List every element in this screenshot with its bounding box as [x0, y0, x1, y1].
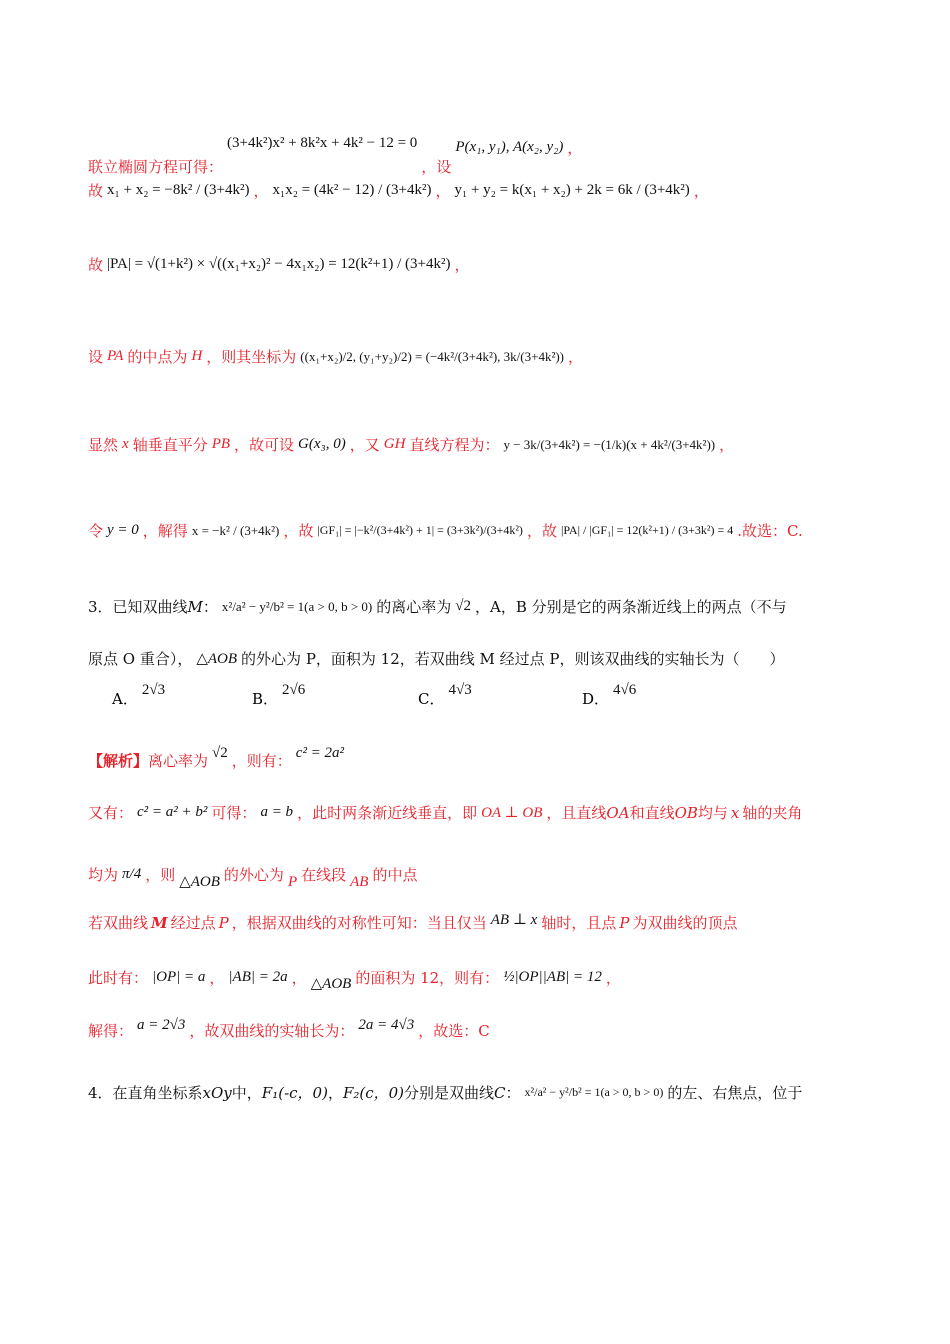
math-points: P(x₁, y₁), A(x₂, y₂): [455, 139, 564, 155]
choice-label: D．: [582, 690, 610, 708]
math-equation: y = 0: [107, 522, 139, 538]
choice-value: 4√3: [448, 682, 472, 698]
choice-a: [112, 682, 169, 709]
text-segment: ，: [454, 256, 470, 274]
math-point: F₁(-c，0): [261, 1084, 328, 1102]
math-var: M: [151, 913, 168, 932]
math-equation: a = 2√3: [137, 1017, 186, 1033]
text-segment: 经过点: [170, 914, 216, 932]
text-segment: 令: [88, 522, 104, 540]
math-equation: x = −k² / (3+4k²): [191, 522, 280, 538]
problem-text: 中，: [231, 1084, 262, 1102]
text-segment: ，: [209, 969, 225, 987]
text-segment: 和直线: [629, 804, 675, 822]
problem-text: 原点 O 重合），: [88, 650, 193, 668]
solution-line-1: [88, 118, 880, 177]
text-segment: 的中点为: [127, 348, 188, 366]
text-segment: ，设: [421, 158, 452, 176]
math-triangle: △AOB: [310, 976, 352, 992]
solution-line-2: [88, 180, 880, 201]
choice-label: B．: [252, 690, 279, 708]
text-segment: ，: [291, 969, 307, 987]
text-segment: ，: [568, 348, 584, 366]
text-segment: ，根据双曲线的对称性可知：当且仅当: [231, 914, 487, 932]
problem-text: 4．在直角坐标系: [88, 1084, 203, 1102]
math-equation: ½|OP||AB| = 12: [503, 969, 602, 985]
math-equation: c² = 2a²: [295, 745, 345, 761]
choice-value: 2√3: [141, 682, 166, 698]
choice-label: C．: [418, 690, 445, 708]
math-var: xOy: [202, 1083, 232, 1102]
text-segment: 显然: [88, 436, 119, 454]
math-equation: |AB| = 2a: [228, 969, 288, 985]
text-segment: 轴垂直平分: [132, 436, 208, 454]
math-equation: x₁x₂ = (4k² − 12) / (3+4k²): [272, 182, 432, 198]
math-point: G(x₃, 0): [298, 436, 346, 452]
solution-line-5: [88, 434, 880, 455]
problem3-line-1: [88, 596, 880, 617]
math-line-name: OA: [606, 803, 630, 822]
math-equation: y₁ + y₂ = k(x₁ + x₂) + 2k = 6k / (3+4k²): [454, 182, 690, 198]
text-segment: 为双曲线的顶点: [632, 914, 738, 932]
text-segment: ，: [435, 182, 451, 200]
math-var: x: [730, 803, 740, 822]
math-sqrt: √2: [455, 598, 472, 614]
text-segment: ，: [605, 969, 621, 987]
text-segment: ，解得: [142, 522, 188, 540]
text-segment: 设: [88, 348, 104, 366]
choice-c: [418, 682, 476, 709]
problem3-line-2: [88, 648, 880, 669]
math-var: C: [494, 1083, 506, 1102]
math-equation: 2a = 4√3: [358, 1017, 415, 1033]
text-segment: 的面积为 12，则有：: [355, 969, 500, 987]
problem-text: 的离心率为: [376, 598, 452, 616]
analysis-line-2: [88, 802, 880, 823]
math-equation: |GF₁| = |−k²/(3+4k²) + 1| = (3+3k²)/(3+4k²): [317, 523, 523, 537]
text-segment: 联立椭圆方程可得：: [88, 158, 224, 176]
math-segment-name: GH: [383, 436, 406, 452]
solution-line-3: [88, 254, 880, 275]
math-equation: |OP| = a: [152, 969, 206, 985]
problem-text: 的左、右焦点，位于: [667, 1084, 803, 1102]
analysis-line-5: [88, 962, 880, 993]
math-segment-name: PA: [107, 348, 124, 364]
math-equation: y − 3k/(3+4k²) = −(1/k)(x + 4k²/(3+4k²)): [503, 436, 716, 452]
math-equation: AB ⊥ x: [490, 912, 538, 928]
problem-text: 分别是双曲线: [404, 1084, 495, 1102]
math-point: F₂(c，0): [342, 1084, 405, 1102]
math-equation: x₁ + x₂ = −8k² / (3+4k²): [107, 182, 250, 198]
math-equation: OA ⊥ OB: [481, 805, 543, 821]
answer-text: ，故选：C: [418, 1022, 490, 1040]
problem-text: ：: [505, 1084, 521, 1102]
text-segment: 又有：: [88, 804, 134, 822]
choice-label: A．: [112, 690, 138, 708]
math-equation: ((x₁+x₂)/2, (y₁+y₂)/2) = (−4k²/(3+4k²), 3k/(3+4k²)): [300, 348, 565, 364]
analysis-line-3: [88, 858, 880, 891]
text-segment: ，又: [349, 436, 380, 454]
analysis-line-6: [88, 1017, 880, 1041]
problem-text: ，A，B 分别是它的两条渐近线上的两点（不与: [475, 598, 787, 616]
text-segment: ，且直线: [546, 804, 607, 822]
problem-text: 的外心为 P，面积为 12，若双曲线 M 经过点 P，则该双曲线的实轴长为（ ）: [241, 650, 785, 668]
text-segment: 直线方程为：: [409, 436, 500, 454]
math-triangle: △AOB: [196, 651, 238, 667]
text-segment: ，: [253, 182, 269, 200]
math-triangle: △AOB: [179, 874, 220, 890]
text-segment: ，故双曲线的实轴长为：: [189, 1022, 355, 1040]
math-equation: c² = a² + b²: [137, 804, 208, 820]
text-segment: ，: [693, 182, 709, 200]
analysis-heading: 【解析】: [88, 752, 149, 770]
math-point-name: P: [619, 913, 630, 932]
choice-value: 2√6: [282, 682, 306, 698]
text-segment: ，故: [283, 522, 314, 540]
problem-text: ，: [327, 1084, 343, 1102]
math-segment-name: AB: [350, 874, 369, 890]
math-point-name: H: [191, 348, 203, 364]
text-segment: 均为: [88, 866, 119, 884]
text-segment: ，则: [145, 866, 176, 884]
text-segment: 的中点: [372, 866, 418, 884]
math-equation: |PA| / |GF₁| = 12(k²+1) / (3+3k²) = 4: [560, 523, 734, 537]
analysis-line-1: [88, 745, 880, 771]
text-segment: 解得：: [88, 1022, 134, 1040]
text-segment: 轴的夹角: [742, 804, 803, 822]
math-equation: (3+4k²)x² + 8k²x + 4k² − 12 = 0: [227, 135, 418, 151]
text-segment: 离心率为: [148, 752, 209, 770]
math-point-name: P: [218, 913, 229, 932]
math-equation: |PA| = √(1+k²) × √((x₁+x₂)² − 4x₁x₂) = 12(k²+1) / (3+4k²): [107, 256, 451, 272]
analysis-line-4: [88, 912, 880, 933]
math-fraction: π/4: [122, 866, 142, 882]
solution-line-6: [88, 520, 880, 541]
text-segment: 的外心为: [223, 866, 284, 884]
text-segment: ，: [719, 436, 735, 454]
math-segment-name: PB: [211, 436, 231, 452]
solution-line-4: [88, 346, 880, 367]
choice-value: 4√6: [613, 682, 637, 698]
math-sqrt: √2: [212, 745, 228, 761]
math-var: M: [187, 597, 203, 616]
problem4-line-1: [88, 1082, 880, 1103]
text-segment: ，此时两条渐近线垂直，即: [297, 804, 478, 822]
choice-d: [582, 682, 640, 709]
text-segment: ，故可设: [234, 436, 295, 454]
text-segment: 在线段: [301, 866, 347, 884]
math-equation: x²/a² − y²/b² = 1(a > 0, b > 0): [221, 598, 373, 614]
math-equation: a = b: [260, 804, 294, 820]
text-segment: 此时有：: [88, 969, 149, 987]
math-equation: x²/a² − y²/b² = 1(a > 0, b > 0): [524, 1085, 664, 1099]
math-point-name: P: [287, 874, 298, 890]
choice-b: [252, 682, 309, 709]
text-segment: 轴时，且点: [541, 914, 617, 932]
math-var: x: [122, 436, 129, 452]
answer-text: .故选：C.: [737, 522, 803, 540]
text-segment: 故: [88, 182, 104, 200]
text-segment: 若双曲线: [88, 914, 149, 932]
text-segment: ，故: [526, 522, 557, 540]
math-line-name: OB: [674, 803, 698, 822]
problem-text: ：: [202, 598, 218, 616]
text-segment: 可得：: [211, 804, 257, 822]
text-segment: ，则有：: [231, 752, 292, 770]
text-segment: ，则其坐标为: [206, 348, 297, 366]
text-segment: 均与: [697, 804, 728, 822]
text-segment: 故: [88, 256, 104, 274]
text-segment: ，: [567, 139, 583, 157]
problem-text: 3．已知双曲线: [88, 598, 188, 616]
